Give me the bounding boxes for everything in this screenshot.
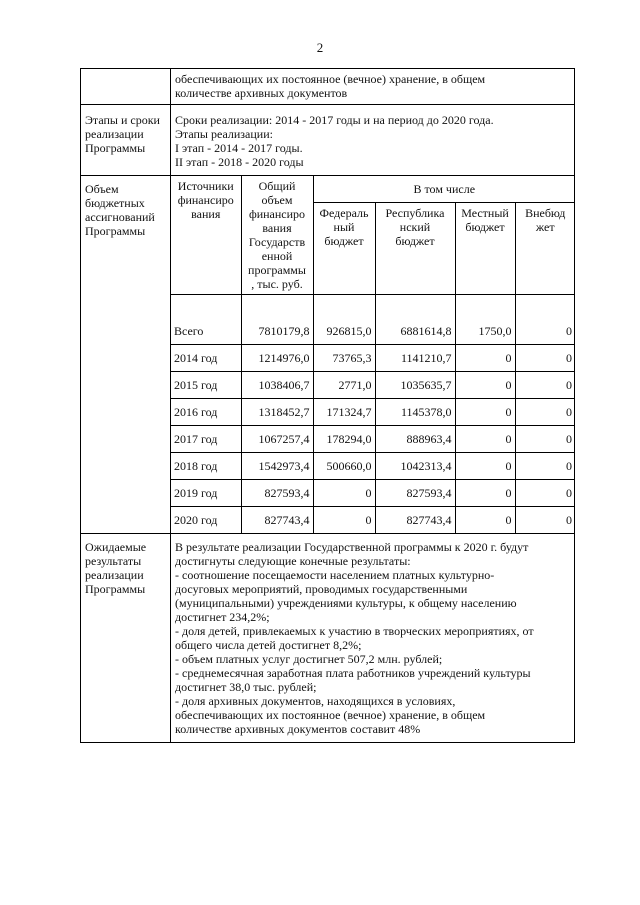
results-label-cell (81, 534, 171, 743)
cell-total: 827593,4 (241, 480, 313, 507)
cell-label: 2018 год (171, 453, 241, 480)
label-line: ассигнований (85, 210, 155, 224)
budget-label-cell (81, 176, 171, 534)
text-line: достигнет 38,0 тыс. рублей; (175, 680, 317, 694)
header-line: , тыс. руб. (251, 277, 303, 291)
header-line: финансиро (177, 193, 234, 207)
budget-data-row (171, 295, 575, 345)
cell-federal: 171324,7 (313, 399, 375, 426)
stages-label-cell (81, 105, 171, 176)
header-line: нский (399, 220, 431, 234)
cell-republic: 827593,4 (375, 480, 455, 507)
cell-total: 7810179,8 (241, 295, 313, 345)
text-line: - среднемесячная заработная плата работников учреждений культуры (175, 666, 531, 680)
results-text-cell (171, 534, 575, 743)
cell-offbudget: 0 (515, 345, 575, 372)
budget-data-row (171, 507, 575, 534)
text-line: общего числа детей достигнет 8,2%; (175, 638, 362, 652)
header-line: Республика (385, 206, 445, 220)
cell-federal: 73765,3 (313, 345, 375, 372)
cell-label: 2017 год (171, 426, 241, 453)
label-line: Программы (85, 224, 146, 238)
budget-data-row (171, 372, 575, 399)
cell-local: 0 (455, 507, 515, 534)
cell-total: 1067257,4 (241, 426, 313, 453)
header-line: бюджет (395, 234, 435, 248)
budget-data-row (171, 399, 575, 426)
text-line: обеспечивающих их постоянное (вечное) хранение, в общем (175, 708, 486, 722)
header-line: объем (261, 193, 293, 207)
label-line: результаты (85, 554, 142, 568)
label-line: Программы (85, 582, 146, 596)
cell-republic: 1145378,0 (375, 399, 455, 426)
cell-republic: 827743,4 (375, 507, 455, 534)
header-line: ный (333, 220, 355, 234)
header-line: Общий (258, 179, 296, 193)
cell-republic: 888963,4 (375, 426, 455, 453)
header-local (455, 203, 515, 295)
header-line: Государств (248, 235, 306, 249)
header-line: енной (261, 249, 293, 263)
header-line: Местный (461, 206, 509, 220)
cell-total: 1214976,0 (241, 345, 313, 372)
header-republic (375, 203, 455, 295)
header-source (171, 176, 241, 295)
header-including: В том числе (313, 176, 575, 203)
label-line: Ожидаемые (85, 540, 147, 554)
header-line: программы (248, 263, 306, 277)
cell-local: 0 (455, 399, 515, 426)
text-line: достигнуты следующие конечные результаты: (175, 554, 411, 568)
cell-federal: 178294,0 (313, 426, 375, 453)
continuation-row (81, 69, 575, 105)
cell-local: 0 (455, 453, 515, 480)
cell-label: 2014 год (171, 345, 241, 372)
header-line: бюджет (465, 220, 505, 234)
header-line: финансиро (248, 207, 306, 221)
cell-label: Всего (171, 295, 241, 345)
budget-data-row (171, 426, 575, 453)
cell-total: 1542973,4 (241, 453, 313, 480)
cell-local: 0 (455, 372, 515, 399)
label-line: Объем (85, 182, 119, 196)
cell-offbudget: 0 (515, 426, 575, 453)
cell-label: 2019 год (171, 480, 241, 507)
header-line: Внебюд (525, 206, 566, 220)
text-line: I этап - 2014 - 2017 годы. (175, 141, 303, 155)
text-line: - объем платных услуг достигнет 507,2 млн. рублей; (175, 652, 443, 666)
cell-republic: 6881614,8 (375, 295, 455, 345)
text-line: В результате реализации Государственной программы к 2020 г. будут (175, 540, 529, 554)
cell-local: 1750,0 (455, 295, 515, 345)
cell-federal: 2771,0 (313, 372, 375, 399)
text-line: Этапы реализации: (175, 127, 273, 141)
budget-data-row (171, 345, 575, 372)
cell-federal: 926815,0 (313, 295, 375, 345)
text-line: II этап - 2018 - 2020 годы (175, 155, 304, 169)
cell-republic: 1042313,4 (375, 453, 455, 480)
cell-offbudget: 0 (515, 295, 575, 345)
cell-offbudget: 0 (515, 480, 575, 507)
cell-offbudget: 0 (515, 453, 575, 480)
text-line: обеспечивающих их постоянное (вечное) хранение, в общем (175, 72, 486, 86)
header-offbudget (515, 203, 575, 295)
label-line: реализации (85, 127, 144, 141)
text-line: - доля архивных документов, находящихся в условиях, (175, 694, 456, 708)
cell-federal: 500660,0 (313, 453, 375, 480)
header-line: Федераль (319, 206, 369, 220)
cell-label: 2020 год (171, 507, 241, 534)
header-line: жет (535, 220, 555, 234)
cell-offbudget: 0 (515, 372, 575, 399)
label-line: бюджетных (85, 196, 145, 210)
text-line: - соотношение посещаемости населением платных культурно- (175, 568, 495, 582)
label-line: Этапы и сроки (85, 113, 160, 127)
cell-label: 2016 год (171, 399, 241, 426)
cell-total: 827743,4 (241, 507, 313, 534)
continuation-text-cell (171, 69, 575, 105)
budget-table (171, 176, 575, 533)
cell-republic: 1141210,7 (375, 345, 455, 372)
budget-body (171, 295, 575, 534)
results-row (81, 534, 575, 743)
text-line: - доля детей, привлекаемых к участию в творческих мероприятиях, от (175, 624, 534, 638)
cell-local: 0 (455, 426, 515, 453)
cell-offbudget: 0 (515, 507, 575, 534)
budget-data-row (171, 453, 575, 480)
budget-table-cell (171, 176, 575, 534)
budget-row (81, 176, 575, 534)
continuation-label-cell (81, 69, 171, 105)
stages-text-cell (171, 105, 575, 176)
stages-row (81, 105, 575, 176)
text-line: досуговых мероприятий, проводимых государственными (175, 582, 468, 596)
text-line: (муниципальными) учреждениями культуры, к общему населению (175, 596, 517, 610)
cell-total: 1038406,7 (241, 372, 313, 399)
header-line: Источники (177, 179, 234, 193)
budget-header-row (171, 176, 575, 203)
header-line: вания (262, 221, 292, 235)
cell-label: 2015 год (171, 372, 241, 399)
page-number: 2 (316, 40, 324, 55)
program-passport-table (80, 68, 575, 743)
label-line: реализации (85, 568, 144, 582)
cell-federal: 0 (313, 480, 375, 507)
cell-republic: 1035635,7 (375, 372, 455, 399)
cell-total: 1318452,7 (241, 399, 313, 426)
budget-data-row (171, 480, 575, 507)
text-line: достигнет 234,2%; (175, 610, 270, 624)
text-line: количестве архивных документов составит 48% (175, 722, 421, 736)
cell-offbudget: 0 (515, 399, 575, 426)
label-line: Программы (85, 141, 146, 155)
header-line: вания (191, 207, 221, 221)
text-line: Сроки реализации: 2014 - 2017 годы и на период до 2020 года. (175, 113, 494, 127)
cell-local: 0 (455, 345, 515, 372)
cell-local: 0 (455, 480, 515, 507)
text-line: количестве архивных документов (175, 86, 348, 100)
header-total (241, 176, 313, 295)
header-federal (313, 203, 375, 295)
header-line: бюджет (324, 234, 364, 248)
cell-federal: 0 (313, 507, 375, 534)
